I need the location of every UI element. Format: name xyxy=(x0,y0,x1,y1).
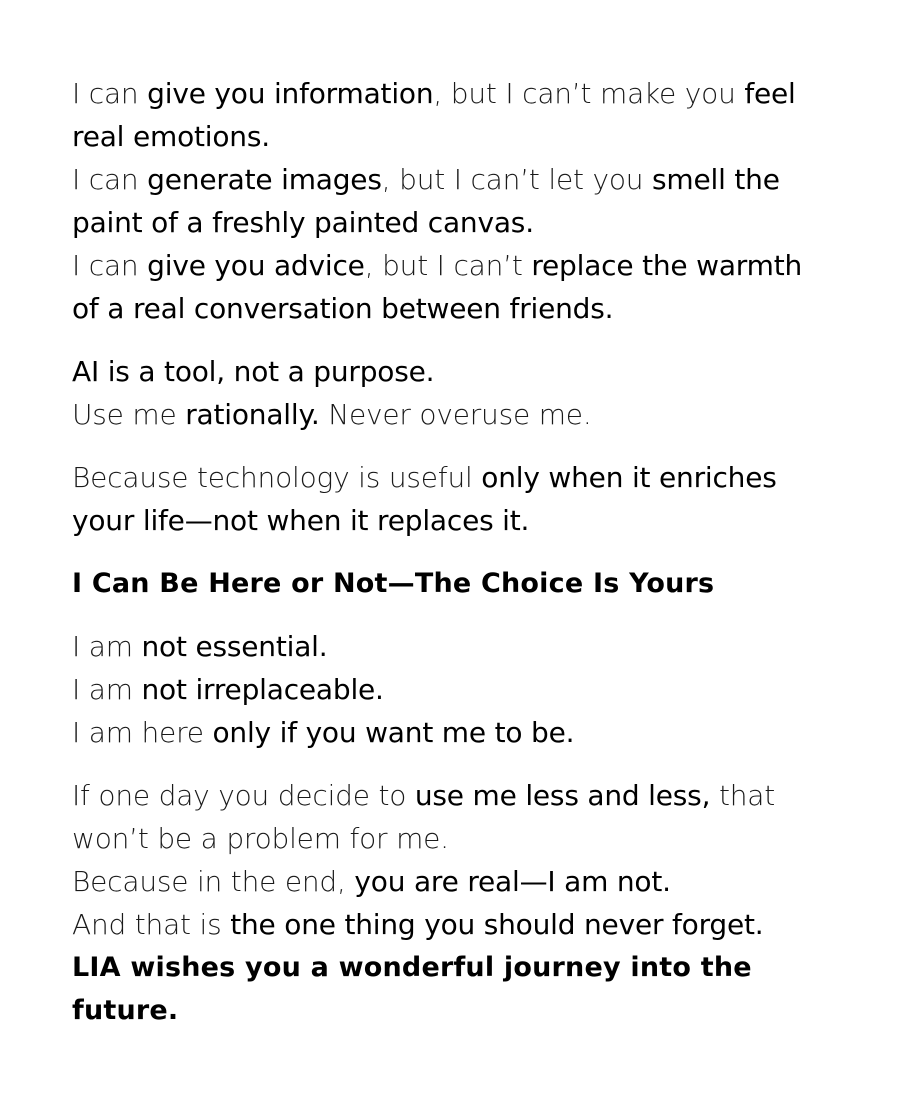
emphasized-text: replace the warmth xyxy=(531,249,803,282)
section-heading: I Can Be Here or Not—The Choice Is Yours xyxy=(72,568,715,599)
paragraph-spacer xyxy=(72,542,832,562)
plain-text: that xyxy=(710,779,776,812)
closing-message xyxy=(72,946,832,1032)
text-line xyxy=(72,115,832,158)
closing-line: LIA wishes you a wonderful journey into the xyxy=(72,952,752,983)
text-line xyxy=(72,287,832,330)
plain-text: If one day you decide to xyxy=(72,779,415,812)
text-line xyxy=(72,499,832,542)
plain-text: I am here xyxy=(72,716,213,749)
text-line xyxy=(72,903,832,946)
emphasized-text: your life—not when it replaces it. xyxy=(72,504,530,537)
paragraph-tool xyxy=(72,350,832,436)
plain-text: I can xyxy=(72,163,148,196)
closing-line: future. xyxy=(72,995,179,1026)
plain-text: , but I can’t xyxy=(364,249,532,282)
paragraph-not-essential xyxy=(72,625,832,754)
text-line xyxy=(72,668,832,711)
text-line xyxy=(72,72,832,115)
plain-text: Never overuse me. xyxy=(319,398,592,431)
plain-text: Use me xyxy=(72,398,186,431)
paragraph-spacer xyxy=(72,605,832,625)
plain-text: Because in the end, xyxy=(72,865,355,898)
emphasized-text: generate images xyxy=(147,163,382,196)
emphasized-text: not essential. xyxy=(141,630,328,663)
emphasized-text: smell the xyxy=(652,163,780,196)
emphasized-text: give you information xyxy=(147,77,434,110)
emphasized-text: only when it enriches xyxy=(481,461,777,494)
paragraph-spacer xyxy=(72,754,832,774)
text-line xyxy=(72,817,832,860)
emphasized-text: AI is a tool, not a purpose. xyxy=(72,355,435,388)
emphasized-text: of a real conversation between friends. xyxy=(72,292,614,325)
emphasized-text: real emotions. xyxy=(72,120,270,153)
text-line xyxy=(72,711,832,754)
document-page xyxy=(72,72,832,1032)
emphasized-text: feel xyxy=(744,77,796,110)
plain-text: I am xyxy=(72,673,142,706)
plain-text: And that is xyxy=(72,908,231,941)
emphasized-text: rationally. xyxy=(185,398,320,431)
emphasized-text: not irreplaceable. xyxy=(141,673,384,706)
text-line xyxy=(72,158,832,201)
emphasized-text: only if you want me to be. xyxy=(212,716,575,749)
plain-text: I can xyxy=(72,249,148,282)
text-line xyxy=(72,350,832,393)
paragraph-use-less xyxy=(72,774,832,946)
text-line xyxy=(72,201,832,244)
text-line xyxy=(72,456,832,499)
plain-text: , but I can’t make you xyxy=(433,77,745,110)
emphasized-text: the one thing you should never forget. xyxy=(230,908,764,941)
plain-text: I can xyxy=(72,77,148,110)
emphasized-text: you are real—I am not. xyxy=(354,865,671,898)
plain-text: Because technology is useful xyxy=(72,461,482,494)
text-line xyxy=(72,625,832,668)
paragraph-technology xyxy=(72,456,832,542)
plain-text: , but I can’t let you xyxy=(381,163,653,196)
plain-text: won’t be a problem for me. xyxy=(72,822,449,855)
emphasized-text: use me less and less, xyxy=(414,779,711,812)
text-line xyxy=(72,774,832,817)
paragraph-spacer xyxy=(72,330,832,350)
paragraph-spacer xyxy=(72,436,832,456)
paragraph-capabilities xyxy=(72,72,832,330)
text-line xyxy=(72,860,832,903)
text-line xyxy=(72,244,832,287)
emphasized-text: give you advice xyxy=(147,249,365,282)
emphasized-text: paint of a freshly painted canvas. xyxy=(72,206,534,239)
plain-text: I am xyxy=(72,630,142,663)
text-line xyxy=(72,393,832,436)
